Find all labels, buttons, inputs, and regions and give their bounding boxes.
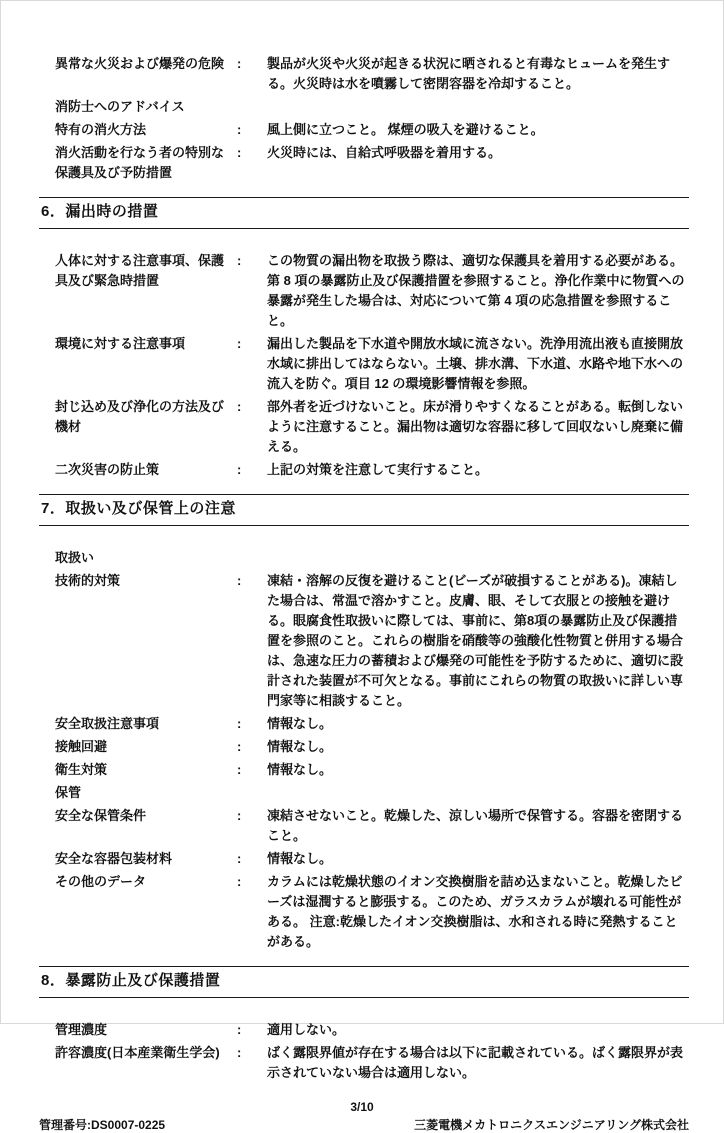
field-row <box>39 1020 689 1040</box>
field-value: 情報なし。 <box>267 762 333 777</box>
field-row <box>39 849 689 869</box>
field-label: 二次災害の防止策 <box>55 462 160 477</box>
document-control-number: 管理番号:DS0007-0225 <box>39 1118 166 1132</box>
field-value: ばく露限界値が存在する場合は以下に記載されている。ばく露限界が表示されていない場合は適用しない。 <box>267 1045 684 1080</box>
field-value: 凍結させないこと。乾燥した、涼しい場所で保管する。容器を密閉すること。 <box>267 808 684 843</box>
field-row <box>39 334 689 394</box>
field-label: その他のデータ <box>55 874 147 889</box>
section-7-handling-and-storage <box>39 494 689 952</box>
field-separator: : <box>237 716 242 731</box>
field-separator: : <box>237 739 242 754</box>
field-row <box>39 760 689 780</box>
field-row <box>39 806 689 846</box>
field-row <box>39 548 689 568</box>
field-row <box>39 120 689 140</box>
field-row <box>39 571 689 711</box>
field-separator: : <box>237 808 242 823</box>
field-value: カラムには乾燥状態のイオン交換樹脂を詰め込まないこと。乾燥したビーズは湿潤すると膨張する。このため、ガラスカラムが壊れる可能性がある。 注意:乾燥したイオン交換樹脂は、水和される時に発熱することがある。 <box>267 874 683 949</box>
field-separator: : <box>237 1022 242 1037</box>
company-name: 三菱電機メカトロニクスエンジニアリング株式会社 <box>414 1118 689 1132</box>
field-row <box>39 714 689 734</box>
field-value: 風上側に立つこと。 煤煙の吸入を避けること。 <box>267 122 544 137</box>
field-label: 異常な火災および爆発の危険 <box>55 56 225 71</box>
field-label: 環境に対する注意事項 <box>55 336 186 351</box>
field-separator: : <box>237 56 242 71</box>
field-row <box>39 872 689 952</box>
field-value: 製品が火災や火災が起きる状況に晒されると有毒なヒュームを発生する。火災時は水を噴霧して密閉容器を冷却すること。 <box>267 56 671 91</box>
field-label: 安全な容器包装材料 <box>55 851 173 866</box>
section-6-heading: 6．漏出時の措置 <box>39 197 689 229</box>
field-separator: : <box>237 462 242 477</box>
field-value: 漏出した製品を下水道や開放水域に流さない。洗浄用流出液も直接開放水域に排出してはならない。土壌、排水溝、下水道、水路や地下水への流入を防ぐ。項目 12 の環境影響情報を参照。 <box>267 336 684 391</box>
footer-row <box>39 1117 689 1133</box>
field-label: 管理濃度 <box>55 1022 108 1037</box>
field-separator: : <box>237 253 242 268</box>
field-label: 安全な保管条件 <box>55 808 147 823</box>
field-row <box>39 737 689 757</box>
field-separator: : <box>237 762 242 777</box>
page-number: 3/10 <box>350 1100 374 1114</box>
field-value: 部外者を近づけないこと。床が滑りやすくなることがある。転倒しないように注意すること。漏出物は適切な容器に移して回収ないし廃棄に備える。 <box>267 399 684 454</box>
field-separator: : <box>237 851 242 866</box>
field-label: 安全取扱注意事項 <box>55 716 160 731</box>
field-row <box>39 783 689 803</box>
field-separator: : <box>237 1045 242 1060</box>
field-label: 接触回避 <box>55 739 108 754</box>
field-separator: : <box>237 573 242 588</box>
field-label: 取扱い <box>55 550 95 565</box>
field-value: この物質の漏出物を取扱う際は、適切な保護具を着用する必要がある。第 8 項の暴露防止及び保護措置を参照すること。浄化作業中に物質への暴露が発生した場合は、対応について第 4 項の応急措置を参照すること。 <box>267 253 685 328</box>
field-separator: : <box>237 122 242 137</box>
field-separator: : <box>237 399 242 414</box>
section-rows <box>39 548 689 952</box>
field-value: 適用しない。 <box>267 1022 346 1037</box>
field-label: 特有の消火方法 <box>55 122 147 137</box>
field-row <box>39 397 689 457</box>
page-footer <box>39 1099 689 1133</box>
field-label: 消防士へのアドバイス <box>55 99 185 114</box>
section-rows <box>39 1020 689 1083</box>
field-label: 保管 <box>55 785 82 800</box>
field-value: 情報なし。 <box>267 739 333 754</box>
field-row <box>39 97 689 117</box>
field-row <box>39 460 689 480</box>
field-separator: : <box>237 145 242 160</box>
section-rows <box>39 251 689 480</box>
section-8-exposure-controls <box>39 966 689 1083</box>
field-separator: : <box>237 874 242 889</box>
section-firefighting-continued <box>39 54 689 183</box>
section-7-heading: 7．取扱い及び保管上の注意 <box>39 494 689 526</box>
field-separator: : <box>237 336 242 351</box>
field-row <box>39 1043 689 1083</box>
field-label: 技術的対策 <box>55 573 121 588</box>
section-rows <box>39 54 689 183</box>
field-label: 封じ込め及び浄化の方法及び機材 <box>55 399 225 434</box>
section-6-accidental-release-measures <box>39 197 689 480</box>
field-label: 人体に対する注意事項、保護具及び緊急時措置 <box>55 253 225 288</box>
field-row <box>39 251 689 331</box>
field-row <box>39 54 689 94</box>
field-label: 消火活動を行なう者の特別な保護具及び予防措置 <box>55 145 225 180</box>
field-value: 情報なし。 <box>267 716 333 731</box>
field-label: 許容濃度(日本産業衛生学会) <box>55 1045 220 1060</box>
field-value: 情報なし。 <box>267 851 333 866</box>
field-value: 火災時には、自給式呼吸器を着用する。 <box>267 145 502 160</box>
field-value: 上記の対策を注意して実行すること。 <box>267 462 489 477</box>
field-value: 凍結・溶解の反復を避けること(ビーズが破損することがある)。凍結した場合は、常温で溶かすこと。皮膚、眼、そして衣服との接触を避ける。眼腐食性取扱いに際しては、事前に、第8項の暴露防止及び保護措置を参照のこと。これらの樹脂を硝酸等の強酸化性物質と併用する場合は、急速な圧力の蓄積および爆発の可能性を予防するために、適切に設計された装置が不可欠となる。事前にこれらの物質の取扱いに詳しい専門家等に相談すること。 <box>267 573 684 708</box>
field-row <box>39 143 689 183</box>
section-8-heading: 8．暴露防止及び保護措置 <box>39 966 689 998</box>
field-label: 衛生対策 <box>55 762 108 777</box>
